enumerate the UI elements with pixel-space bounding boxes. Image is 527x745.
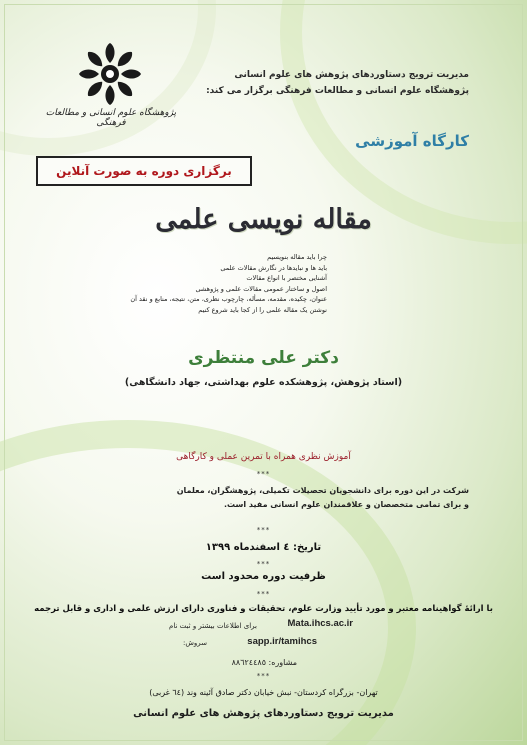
institute-logo-text: پژوهشگاه علوم انسانی و مطالعات فرهنگی bbox=[45, 108, 177, 128]
website-link[interactable]: Mata.ihcs.ac.ir bbox=[287, 618, 353, 629]
separator: *** bbox=[256, 526, 271, 534]
flower-emblem-icon bbox=[36, 40, 186, 108]
footer-organizer: مدیریت ترویج دستاوردهای پژوهش های علوم انسانی bbox=[133, 708, 394, 719]
address: تهران- بزرگراه کردستان- نبش خیابان دکتر صادق آئینه وند (٦٤ غربی) bbox=[149, 688, 378, 697]
topic-item: اصول و ساختار عمومی مقالات علمی و پژوهشی bbox=[195, 284, 327, 293]
online-notice: برگزاری دوره به صورت آنلاین bbox=[36, 156, 252, 186]
course-date: تاریخ: ٤ اسفندماه ١٣٩٩ bbox=[205, 542, 322, 553]
instructor-affiliation: (استاد پژوهش، پژوهشکده علوم بهداشتی، جهاد دانشگاهی) bbox=[124, 377, 403, 388]
topic-item: نوشتن یک مقاله علمی را از کجا باید شروع کنیم bbox=[198, 305, 327, 314]
audience-line: شرکت در این دوره برای دانشجویان تحصیلات تکمیلی، پژوهشگران، معلمان bbox=[176, 486, 469, 495]
topic-item: باید ها و نبایدها در نگارش مقالات علمی bbox=[220, 263, 327, 272]
info-label: برای اطلاعات بیشتر و ثبت نام bbox=[169, 622, 257, 630]
topic-item: چرا باید مقاله بنویسیم bbox=[267, 253, 327, 261]
organizer-line-2: پژوهشگاه علوم انسانی و مطالعات فرهنگی برگزار می کند: bbox=[206, 86, 469, 96]
topic-item: عنوان، چکیده، مقدمه، مسأله، چارچوب نظری، متن، نتیجه، منابع و نقد آن bbox=[130, 295, 327, 303]
topic-item: آشنایی مختصر با انواع مقالات bbox=[246, 274, 327, 282]
audience-text bbox=[49, 484, 469, 512]
course-title: مقاله نویسی علمی bbox=[155, 204, 372, 235]
instructor-name: دکتر علی منتظری bbox=[188, 348, 339, 368]
institute-logo bbox=[36, 40, 186, 140]
certificate-text: با ارائهٔ گواهینامه معتبر و مورد تأیید وزارت علوم، تحقیقات و فناوری دارای ارزش علمی و اداری و قابل ترجمه bbox=[34, 604, 493, 614]
workshop-label: کارگاه آموزشی bbox=[355, 132, 469, 150]
separator: *** bbox=[256, 470, 271, 478]
training-type: آموزش نظری همراه با تمرین عملی و کارگاهی bbox=[176, 452, 351, 462]
separator: *** bbox=[256, 560, 271, 568]
soroush-label: سروش: bbox=[182, 639, 207, 647]
separator: *** bbox=[256, 590, 271, 598]
organizer-line-1: مدیریت ترویج دستاوردهای پژوهش های علوم انسانی bbox=[234, 70, 469, 80]
soroush-link[interactable]: sapp.ir/tamihcs bbox=[247, 636, 317, 647]
capacity-notice: ظرفیت دوره محدود است bbox=[201, 571, 326, 582]
separator: *** bbox=[256, 672, 271, 680]
audience-line: و برای تمامی متخصصان و علاقمندان علوم انسانی مفید است. bbox=[224, 500, 469, 509]
topics-list bbox=[77, 252, 327, 315]
consultation-phone: مشاوره: ٨٨٦٢٤٤٨٥ bbox=[231, 658, 297, 667]
